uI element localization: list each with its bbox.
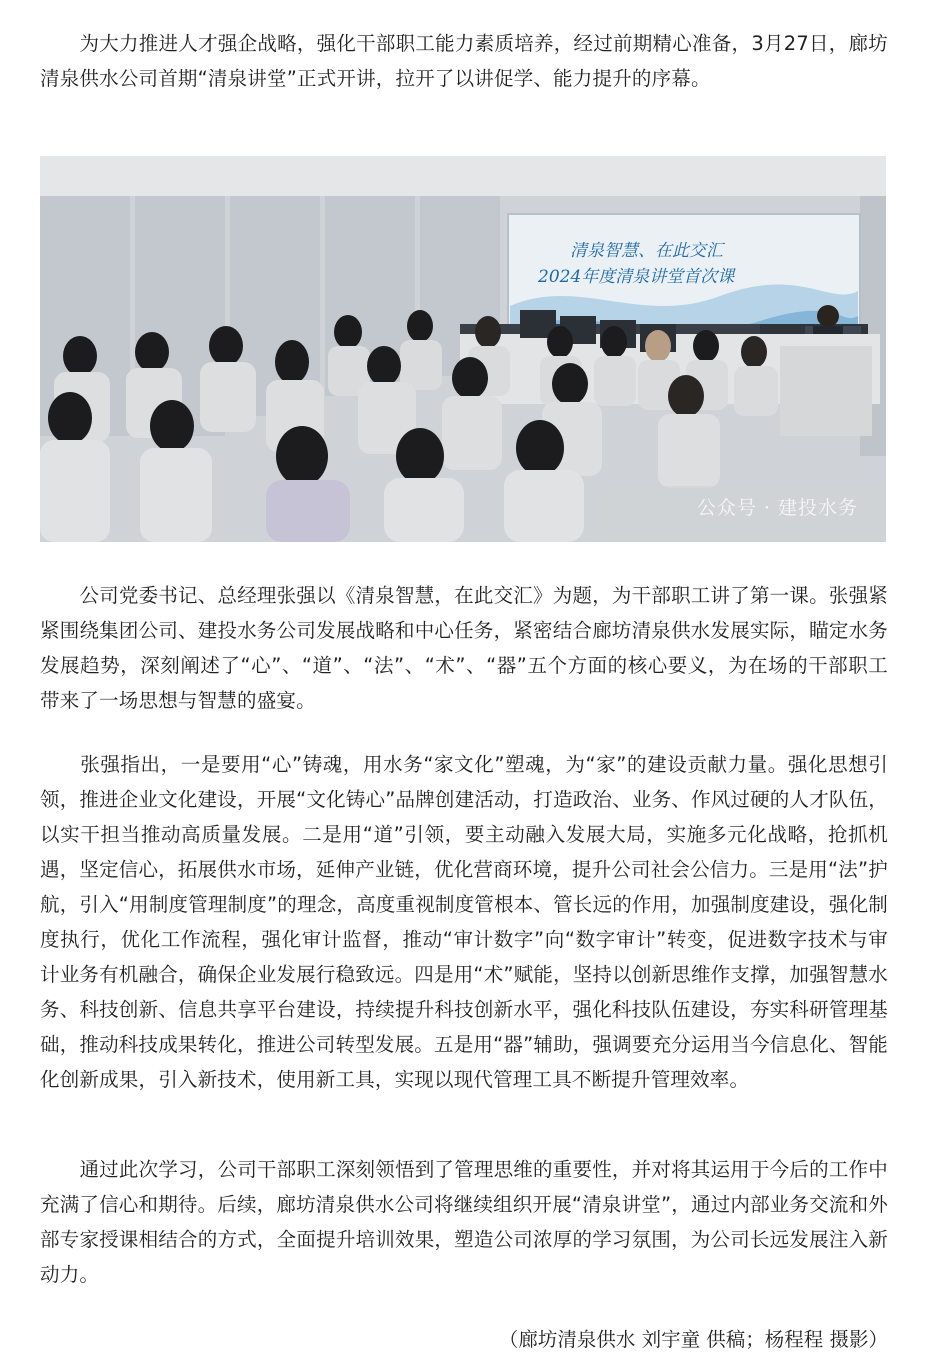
paragraph-intro: 为大力推进人才强企战略，强化干部职工能力素质培养，经过前期精心准备，3月27日，廊坊清泉供水公司首期“清泉讲堂”正式开讲，拉开了以讲促学、能力提升的序幕。: [40, 32, 888, 90]
paragraph-five-aspects: 张强指出，一是要用“心”铸魂，用水务“家文化”塑魂，为“家”的建设贡献力量。强化思想引领，推进企业文化建设，开展“文化铸心”品牌创建活动，打造政治、业务、作风过硬的人才队伍，以实干担当推动高质量发展。二是用“道”引领，要主动融入发展大局，实施多元化战略，抢抓机遇，坚定信心，拓展供水市场，延伸产业链，优化营商环境，提升公司社会公信力。三是用“法”护航，引入“用制度管理制度”的理念，高度重视制度管根本、管长远的作用，加强制度建设，强化制度执行，优化工作流程，强化审计监督，推动“审计数字”向“数字审计”转变，促进数字技术与审计业务有机融合，确保企业发展行稳致远。四是用“术”赋能，坚持以创新思维作支撑，加强智慧水务、科技创新、信息共享平台建设，持续提升科技创新水平，强化科技队伍建设，夯实科研管理基础，推动科技成果转化，推进公司转型发展。五是用“器”辅助，强调要充分运用当今信息化、智能化创新成果，引入新技术，使用新工具，实现以现代管理工具不断提升管理效率。: [40, 753, 889, 1091]
paragraph-first-lesson: 公司党委书记、总经理张强以《清泉智慧，在此交汇》为题，为干部职工讲了第一课。张强紧紧围绕集团公司、建投水务公司发展战略和中心任务，紧密结合廊坊清泉供水发展实际，瞄定水务发展趋势，深刻阐述了“心”、“道”、“法”、“术”、“器”五个方面的核心要义，为在场的干部职工带来了一场思想与智慧的盛宴。: [40, 584, 888, 712]
screen-title-line1: 清泉智慧、在此交汇: [570, 241, 723, 261]
lecture-scene-image: [40, 156, 886, 542]
event-photo: [40, 156, 886, 542]
byline-credit: （廊坊清泉供水 刘宇童 供稿；杨程程 摄影）: [498, 1328, 888, 1351]
screen-title-line2: 2024年度清泉讲堂首次课: [538, 267, 735, 287]
photo-watermark: 公众号 · 建投水务: [696, 497, 858, 519]
paragraph-conclusion: 通过此次学习，公司干部职工深刻领悟到了管理思维的重要性，并对将其运用于今后的工作中充满了信心和期待。后续，廊坊清泉供水公司将继续组织开展“清泉讲堂”，通过内部业务交流和外部专家授课相结合的方式，全面提升培训效果，塑造公司浓厚的学习氛围，为公司长远发展注入新动力。: [40, 1158, 889, 1286]
